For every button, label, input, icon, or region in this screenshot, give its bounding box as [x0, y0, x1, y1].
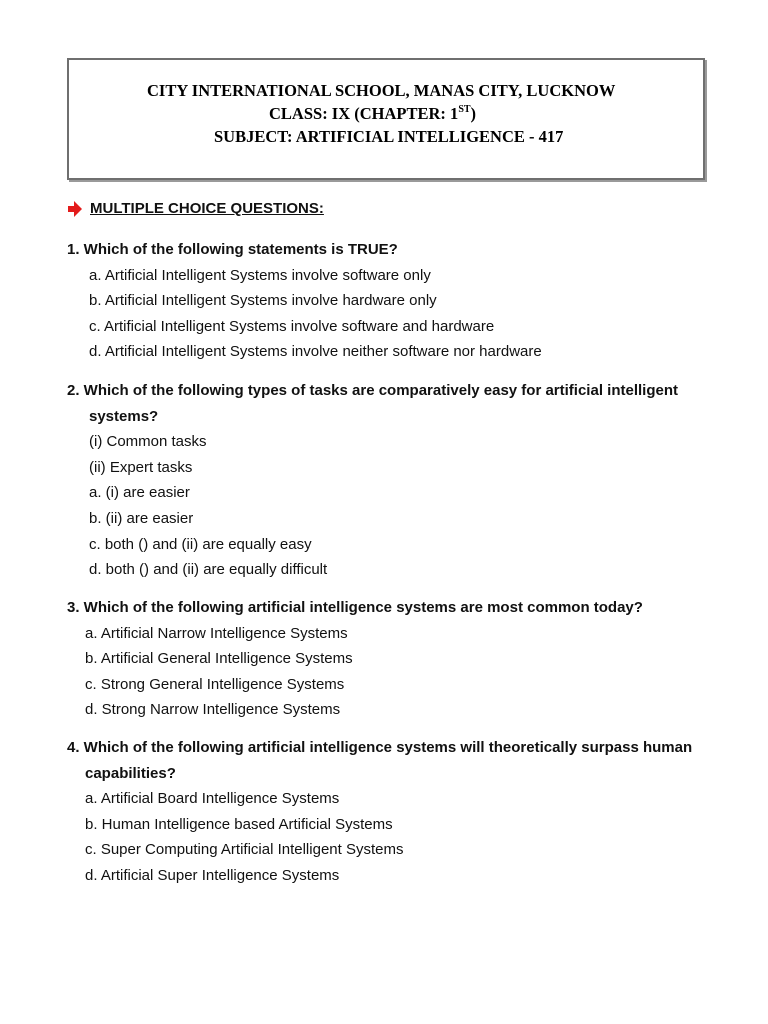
- option: a. Artificial Board Intelligence Systems: [85, 790, 340, 808]
- question-title: [67, 735, 727, 786]
- class-prefix: CLASS: IX (CHAPTER: 1: [269, 104, 459, 123]
- option: d. Strong Narrow Intelligence Systems: [85, 701, 341, 719]
- question-title: [67, 595, 727, 621]
- school-name: CITY INTERNATIONAL SCHOOL, MANAS CITY, LUCKNOW: [147, 81, 616, 100]
- option: b. Artificial Intelligent Systems involve hardware only: [89, 292, 437, 310]
- question-title: [67, 378, 727, 429]
- question-4: [67, 735, 727, 889]
- right-arrow-icon: [68, 201, 82, 217]
- option: b. (ii) are easier: [89, 509, 194, 527]
- question-title: [67, 237, 727, 263]
- subject-line: SUBJECT: ARTIFICIAL INTELLIGENCE - 417: [214, 127, 564, 146]
- question-3: [67, 595, 727, 723]
- question-2: [67, 378, 727, 583]
- class-superscript: ST: [458, 104, 471, 115]
- option: c. Strong General Intelligence Systems: [85, 675, 345, 693]
- question-title-line: 3. Which of the following artificial intelligence systems are most common today?: [67, 599, 643, 616]
- option: (ii) Expert tasks: [89, 458, 193, 476]
- question-title-line: 1. Which of the following statements is TRUE?: [67, 241, 398, 258]
- option: c. both () and (ii) are equally easy: [89, 535, 312, 553]
- option: d. both () and (ii) are equally difficult: [89, 561, 328, 579]
- section-heading-label: MULTIPLE CHOICE QUESTIONS:: [90, 200, 324, 217]
- question-title-line: 2. Which of the following types of tasks are comparatively easy for artificial intelligent: [67, 382, 678, 399]
- option: d. Artificial Super Intelligence Systems: [85, 866, 340, 884]
- option: c. Artificial Intelligent Systems involve software and hardware: [89, 317, 495, 335]
- option: d. Artificial Intelligent Systems involve neither software nor hardware: [89, 343, 542, 361]
- section-heading: [68, 200, 324, 217]
- header-box: [67, 58, 705, 180]
- option: c. Super Computing Artificial Intelligent Systems: [85, 841, 404, 859]
- option: a. (i) are easier: [89, 484, 190, 502]
- class-line: [269, 104, 476, 124]
- question-title-line: 4. Which of the following artificial intelligence systems will theoretically surpass human: [67, 739, 693, 756]
- option: a. Artificial Narrow Intelligence Systems: [85, 624, 348, 642]
- option: a. Artificial Intelligent Systems involve software only: [89, 266, 431, 284]
- class-suffix: ): [470, 104, 477, 123]
- question-title-continuation: capabilities?: [85, 764, 176, 782]
- option: b. Artificial General Intelligence Systems: [85, 650, 353, 668]
- question-title-continuation: systems?: [89, 407, 159, 425]
- question-1: [67, 237, 727, 365]
- option: b. Human Intelligence based Artificial Systems: [85, 815, 393, 833]
- option: (i) Common tasks: [89, 433, 207, 451]
